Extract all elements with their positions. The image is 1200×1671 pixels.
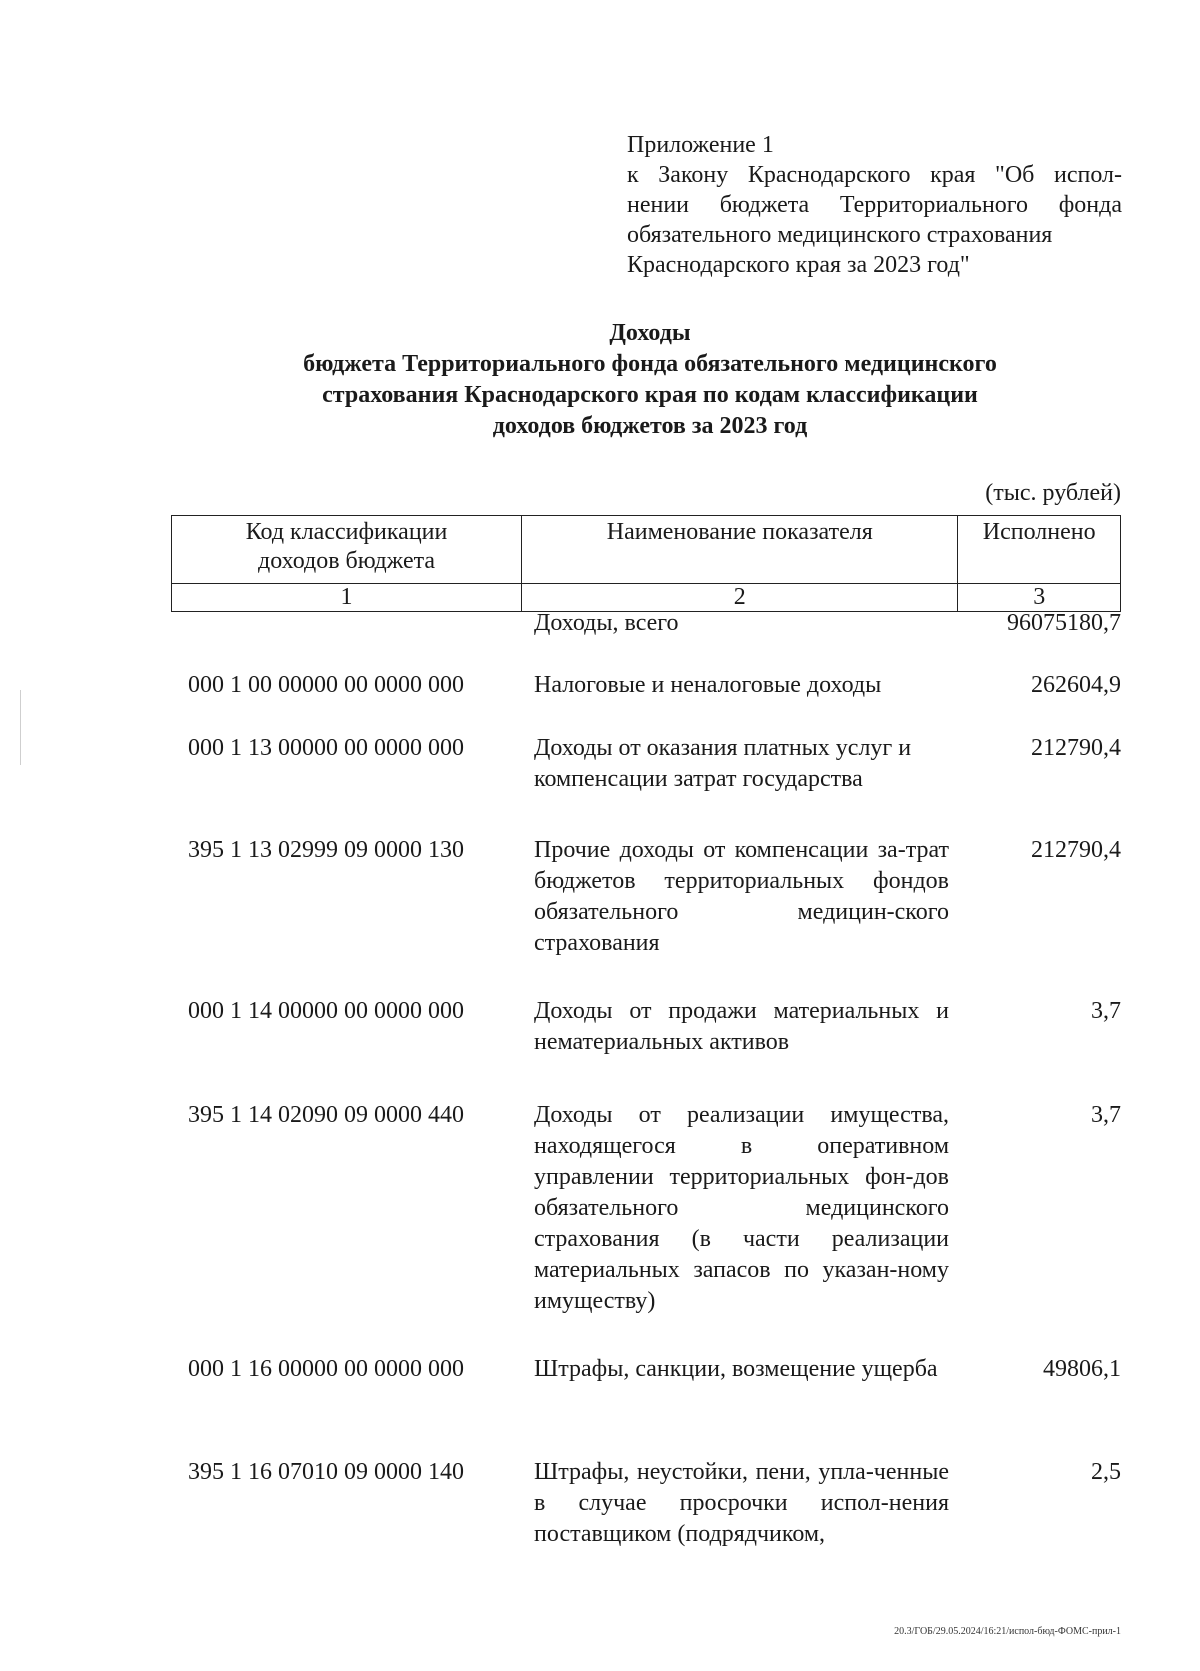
column-number-3: 3 [958,584,1121,612]
column-number-2: 2 [522,584,958,612]
row-code: 395 1 13 02999 09 0000 130 [188,837,464,863]
appendix-line-3: нении бюджета Территориального фонда [627,192,1122,218]
title-line-1: Доходы [609,320,691,346]
row-name: Штрафы, неустойки, пени, упла-ченные в случае просрочки испол-нения поставщиком (подрядчиком, [534,1459,949,1547]
row-name: Доходы от продажи материальных и нематериальных активов [534,998,949,1055]
row-name: Доходы, всего [534,610,679,636]
units-label: (тыс. рублей) [985,480,1121,506]
row-value: 212790,4 [1031,735,1121,761]
row-name: Прочие доходы от компенсации за-трат бюджетов территориальных фондов обязательного медицин-ского страхования [534,837,949,956]
title-line-4: доходов бюджетов за 2023 год [492,413,808,439]
header-code-text: Код классификации доходов бюджета [245,519,448,574]
row-name: Штрафы, санкции, возмещение ущерба [534,1356,938,1382]
row-code: 000 1 00 00000 00 0000 000 [188,672,464,698]
row-code: 000 1 16 00000 00 0000 000 [188,1356,464,1382]
row-code: 395 1 16 07010 09 0000 140 [188,1459,464,1485]
row-code: 395 1 14 02090 09 0000 440 [188,1102,464,1128]
row-value: 3,7 [1091,998,1121,1024]
header-value: Исполнено [958,516,1121,584]
appendix-line-1: Приложение 1 [627,132,774,158]
footer-file-stamp: 20.3/ГОБ/29.05.2024/16:21/испол-бюд-ФОМС-прил-1 [894,1626,1121,1637]
row-code: 000 1 14 00000 00 0000 000 [188,998,464,1024]
row-value: 262604,9 [1031,672,1121,698]
title-line-2: бюджета Территориального фонда обязательного медицинского [303,351,997,377]
row-value: 2,5 [1091,1459,1121,1485]
row-value: 96075180,7 [1007,610,1121,636]
column-number-1: 1 [172,584,522,612]
appendix-line-4: обязательного медицинского страхования [627,222,1053,248]
header-name: Наименование показателя [522,516,958,584]
row-name: Доходы от оказания платных услуг и компенсации затрат государства [534,735,912,792]
row-value: 212790,4 [1031,837,1121,863]
appendix-line-2: к Закону Краснодарского края "Об испол- [627,162,1122,188]
row-name: Доходы от реализации имущества, находящегося в оперативном управлении территориальных фон-дов обязательного медицинского страхования (в части реализации материальных запасов по указан-ному имуществу) [534,1102,949,1314]
row-value: 49806,1 [1043,1356,1121,1382]
row-value: 3,7 [1091,1102,1121,1128]
title-line-3: страхования Краснодарского края по кодам классификации [322,382,978,408]
row-code: 000 1 13 00000 00 0000 000 [188,735,464,761]
appendix-line-5: Краснодарского края за 2023 год" [627,252,970,278]
row-name: Налоговые и неналоговые доходы [534,672,882,698]
